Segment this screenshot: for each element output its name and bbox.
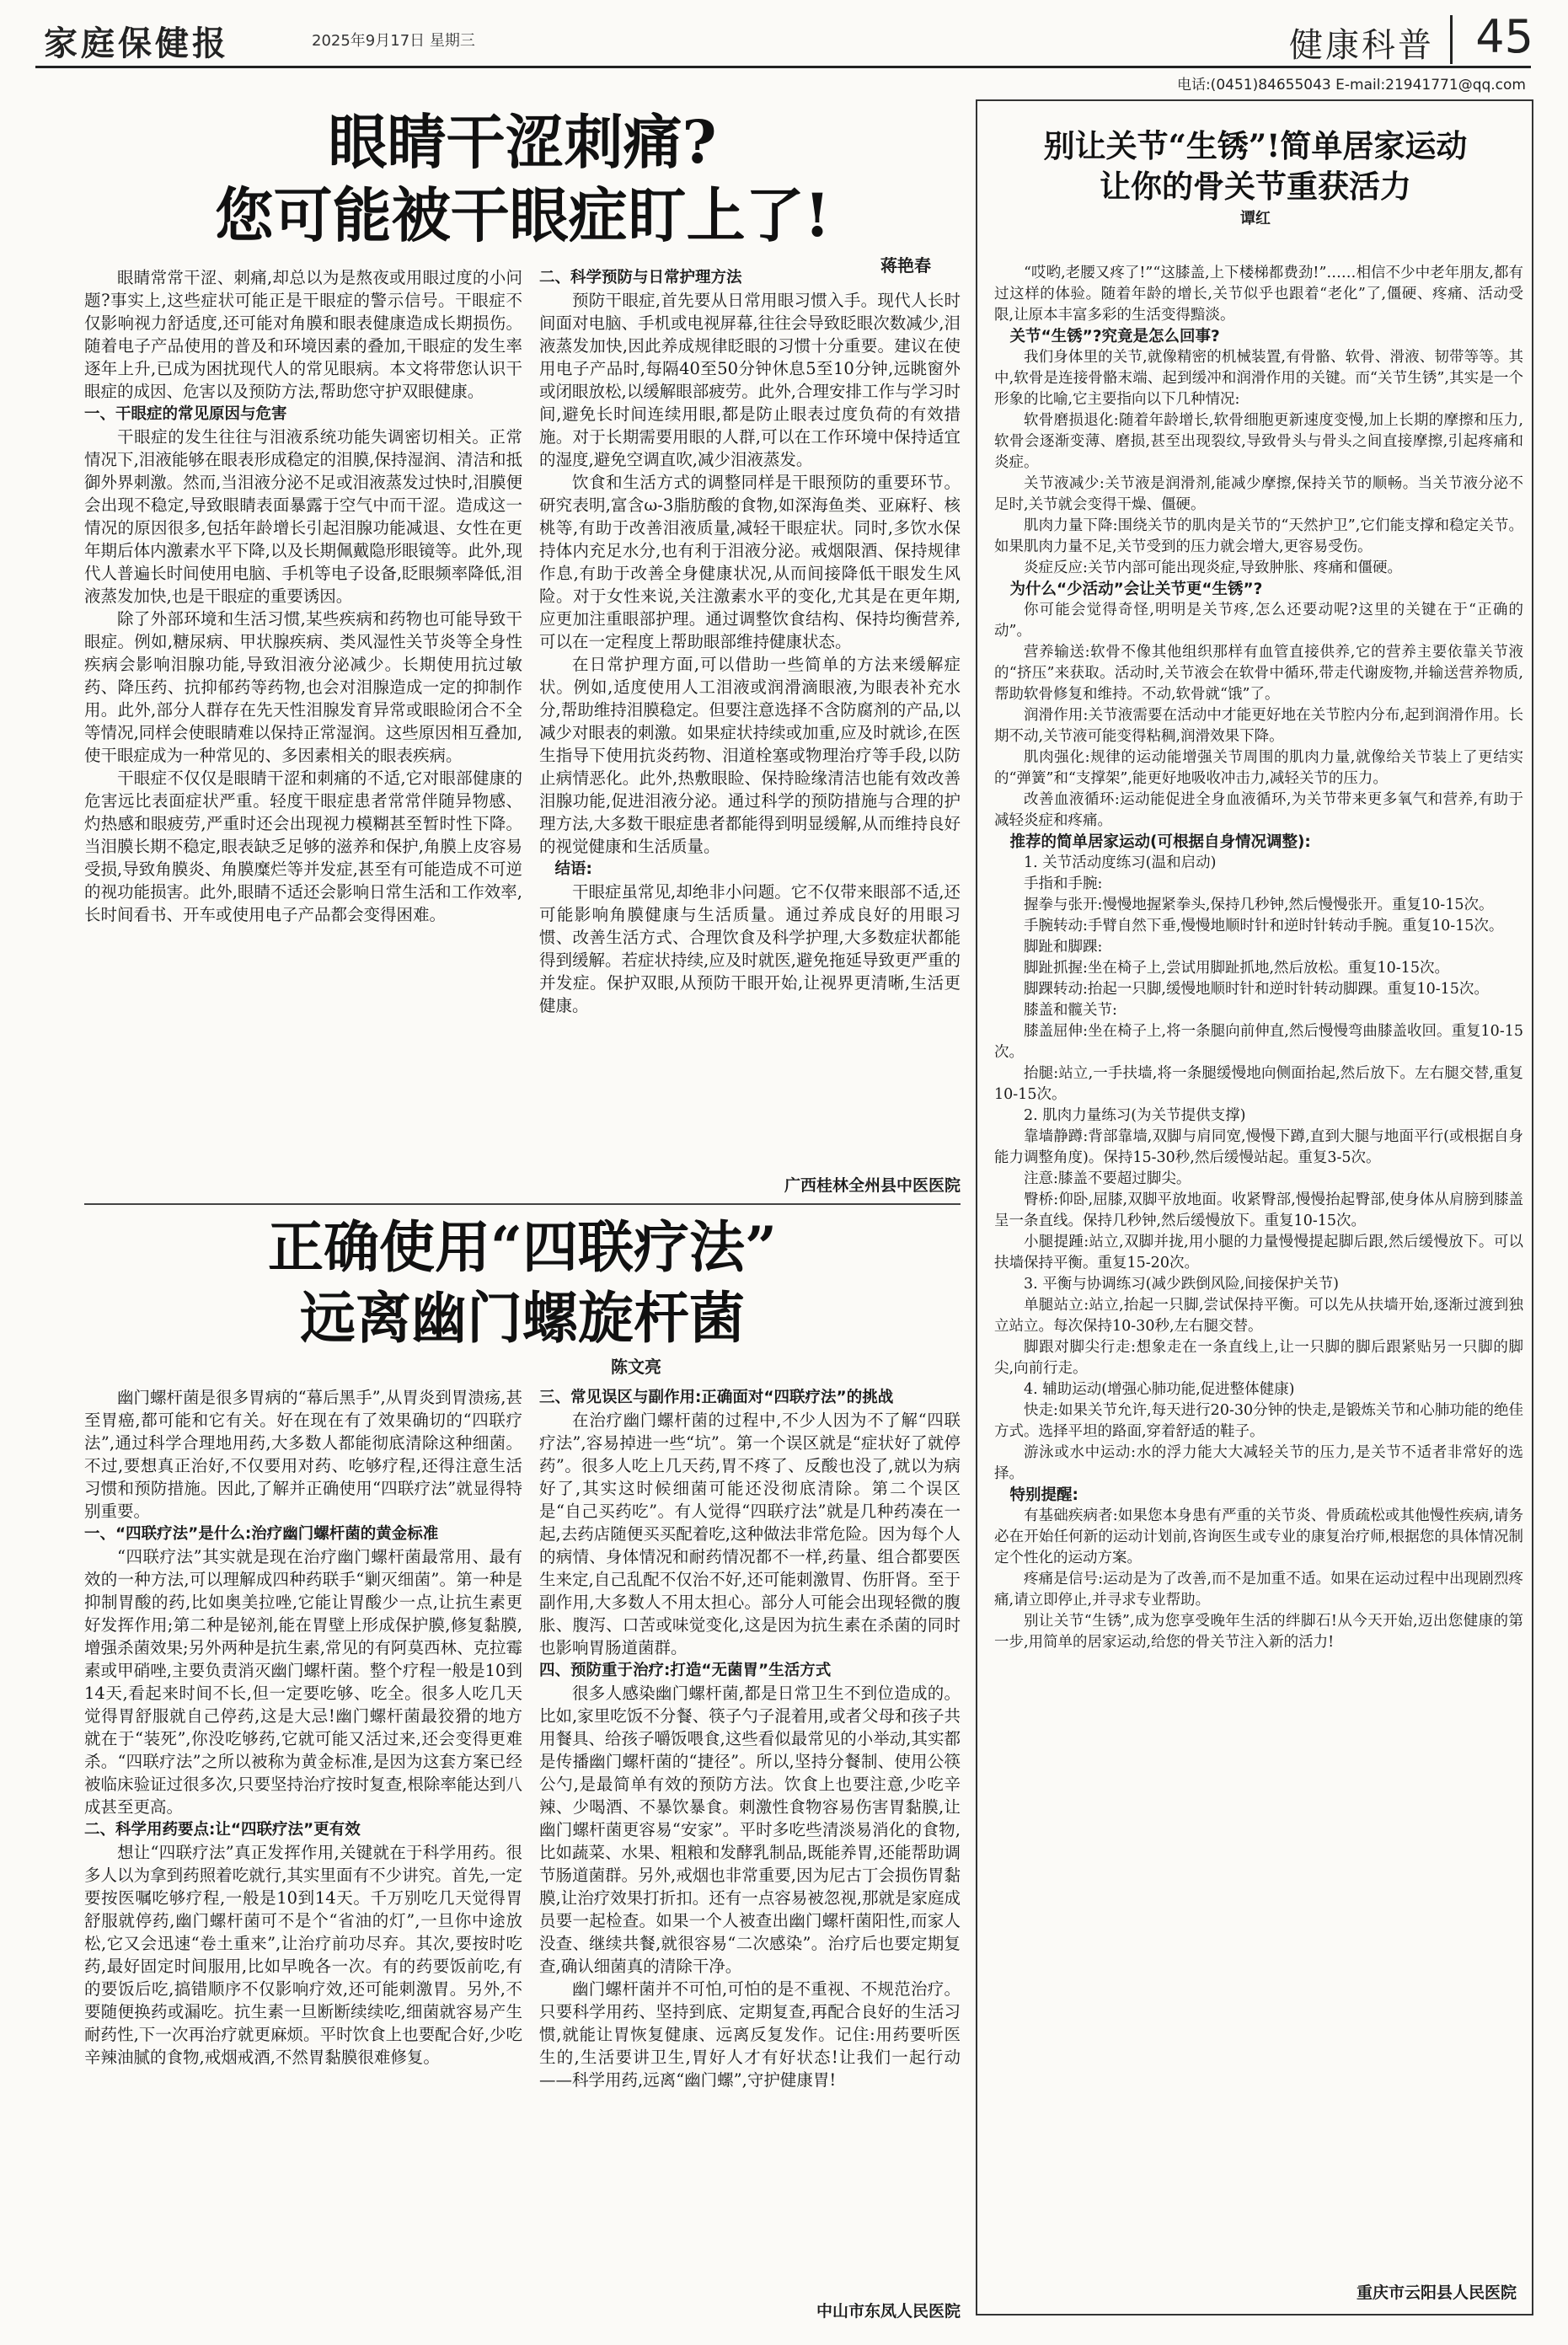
article-helicobacter-header — [80, 1215, 965, 1378]
article-dry-eye-hospital: 广西桂林全州县中医医院 — [784, 1176, 961, 1195]
section-title: 健康科普 — [1289, 26, 1434, 65]
paragraph: 膝盖和髋关节: — [1024, 1002, 1117, 1019]
article-joint-title-line1: 别让关节“生锈”!简单居家运动 — [1043, 127, 1468, 164]
article-helicobacter-column-left — [84, 1386, 522, 2296]
article-divider — [84, 1203, 961, 1205]
paragraph: 有基础疾病者:如果您本身患有严重的关节炎、骨质疏松或其他慢性疾病,请务必在开始任何新的运动计划前,咨询医生或专业的康复治疗师,根据您的具体情况制定个性化的运动方案。 — [994, 1507, 1523, 1566]
contact-info: 电话:(0451)84655043 E-mail:21941771@qq.com — [1176, 77, 1526, 94]
paragraph: 幽门螺杆菌并不可怕,可怕的是不重视、不规范治疗。只要科学用药、坚持到底、定期复查,再配合良好的生活习惯,就能让胃恢复健康、远离反复发作。记住:用药要听医生的,生活要讲卫生,胃好人才有好状态!让我们一起行动——科学用药,远离“幽门螺”,守护健康胃! — [539, 1979, 961, 2090]
paragraph: 小腿提踵:站立,双脚并拢,用小腿的力量慢慢提起脚后跟,然后缓慢放下。可以扶墙保持平衡。重复15-20次。 — [994, 1234, 1523, 1272]
paragraph: 幽门螺杆菌是很多胃病的“幕后黑手”,从胃炎到胃溃疡,甚至胃癌,都可能和它有关。好在现在有了效果确切的“四联疗法”,通过科学合理地用药,大多数人都能彻底清除这种细菌。不过,要想真正治好,不仅要用对药、吃够疗程,还得注意生活习惯和预防措施。因此,了解并正确使用“四联疗法”就显得特别重要。 — [84, 1388, 522, 1521]
paragraph: “哎哟,老腰又疼了!”“这膝盖,上下楼梯都费劲!”……相信不少中老年朋友,都有过这样的体验。随着年龄的增长,关节似乎也跟着“老化”了,僵硬、疼痛、活动受限,让原本丰富多彩的生活变得黯淡。 — [994, 265, 1523, 324]
paragraph: 注意:膝盖不要超过脚尖。 — [1024, 1170, 1191, 1187]
paragraph: 肌肉强化:规律的运动能增强关节周围的肌肉力量,就像给关节装上了更结实的“弹簧”和“支撑架”,能更好地吸收冲击力,减轻关节的压力。 — [994, 749, 1523, 787]
paragraph: 1. 关节活动度练习(温和启动) — [1024, 854, 1217, 871]
article-dry-eye-column-left — [84, 266, 522, 1168]
article-joint-column — [994, 263, 1523, 2277]
section-heading: 三、常见误区与副作用:正确面对“四联疗法”的挑战 — [539, 1389, 894, 1406]
article-dry-eye-title-line2: 您可能被干眼症盯上了! — [214, 179, 831, 250]
masthead-divider — [1450, 15, 1453, 64]
masthead — [35, 10, 1544, 65]
section-heading: 特别提醒: — [1009, 1486, 1078, 1504]
paragraph: 在治疗幽门螺杆菌的过程中,不少人因为不了解“四联疗法”,容易掉进一些“坑”。第一个误区就是“症状好了就停药”。很多人吃上几天药,胃不疼了、反酸也没了,就以为病好了,其实这时候细菌可能还没彻底清除。第二个误区是“自己买药吃”。有人觉得“四联疗法”就是几种药凑在一起,去药店随便买买配着吃,这种做法非常危险。因为每个人的病情、身体情况和耐药情况都不一样,药量、组合都要医生来定,自己乱配不仅治不好,还可能刺激胃、伤肝肾。至于副作用,大多数人不用太担心。部分人可能会出现轻微的腹胀、腹泻、口苦或味觉变化,这是因为抗生素在杀菌的同时也影响胃肠道菌群。 — [539, 1411, 961, 1657]
article-helicobacter-hospital: 中山市东凤人民医院 — [816, 2302, 961, 2321]
section-heading: 关节“生锈”?究竟是怎么回事? — [1009, 328, 1220, 345]
paragraph: 游泳或水中运动:水的浮力能大大减轻关节的压力,是关节不适者非常好的选择。 — [994, 1444, 1523, 1482]
paragraph: 眼睛常常干涩、刺痛,却总以为是熬夜或用眼过度的小问题?事实上,这些症状可能正是干眼症的警示信号。干眼症不仅影响视力舒适度,还可能对角膜和眼表健康造成长期损伤。随着电子产品使用的普及和环境因素的叠加,干眼症的发生率逐年上升,已成为困扰现代人的常见眼病。本文将带您认识干眼症的成因、危害以及预防方法,帮助您守护双眼健康。 — [84, 268, 522, 401]
masthead-rule — [35, 66, 1531, 68]
paragraph: 脚踝转动:抬起一只脚,缓慢地顺时针和逆时针转动脚踝。重复10-15次。 — [1024, 981, 1489, 998]
paragraph: 我们身体里的关节,就像精密的机械装置,有骨骼、软骨、滑液、韧带等等。其中,软骨是连接骨骼末端、起到缓冲和润滑作用的关键。而“关节生锈”,其实是一个形象的比喻,它主要指向以下几种情况: — [994, 349, 1523, 408]
paragraph: 软骨磨损退化:随着年龄增长,软骨细胞更新速度变慢,加上长期的摩擦和压力,软骨会逐渐变薄、磨损,甚至出现裂纹,导致骨头与骨头之间直接摩擦,引起疼痛和炎症。 — [994, 412, 1523, 471]
article-helicobacter-column-right — [539, 1386, 961, 2283]
article-joint-title-line2: 让你的骨关节重获活力 — [1100, 167, 1411, 205]
paragraph: 2. 肌肉力量练习(为关节提供支撑) — [1024, 1107, 1246, 1124]
section-heading: 二、科学预防与日常护理方法 — [539, 269, 742, 286]
paragraph: 快走:如果关节允许,每天进行20-30分钟的快走,是锻炼关节和心肺功能的绝佳方式。选择平坦的路面,穿着舒适的鞋子。 — [994, 1402, 1523, 1440]
paragraph: 饮食和生活方式的调整同样是干眼预防的重要环节。研究表明,富含ω-3脂肪酸的食物,如深海鱼类、亚麻籽、核桃等,有助于改善泪液质量,减轻干眼症状。同时,多饮水保持体内充足水分,也有利于泪液分泌。戒烟限酒、保持规律作息,有助于改善全身健康状况,从而间接降低干眼发生风险。对于女性来说,关注激素水平的变化,尤其是在更年期,应更加注重眼部护理。通过调整饮食结构、保持均衡营养,可以在一定程度上帮助眼部维持健康状态。 — [539, 473, 961, 651]
paragraph: 握拳与张开:慢慢地握紧拳头,保持几秒钟,然后慢慢张开。重复10-15次。 — [1024, 897, 1494, 913]
paragraph: 肌肉力量下降:围绕关节的肌肉是关节的“天然护卫”,它们能支撑和稳定关节。如果肌肉力量不足,关节受到的压力就会增大,更容易受伤。 — [994, 517, 1523, 555]
paragraph: 单腿站立:站立,抬起一只脚,尝试保持平衡。可以先从扶墙开始,逐渐过渡到独立站立。每次保持10-30秒,左右腿交替。 — [994, 1297, 1523, 1335]
paragraph: 在日常护理方面,可以借助一些简单的方法来缓解症状。例如,适度使用人工泪液或润滑滴眼液,为眼表补充水分,帮助维持泪膜稳定。但要注意选择不含防腐剂的产品,以减少对眼表的刺激。如果症状持续或加重,应及时就诊,在医生指导下使用抗炎药物、泪道栓塞或物理治疗等手段,以防止病情恶化。此外,热敷眼睑、保持睑缘清洁也能有效改善泪腺功能,促进泪液分泌。通过科学的预防措施与合理的护理方法,大多数干眼症患者都能得到明显缓解,从而维持良好的视觉健康和生活质量。 — [539, 655, 961, 856]
paragraph: 手腕转动:手臂自然下垂,慢慢地顺时针和逆时针转动手腕。重复10-15次。 — [1024, 918, 1504, 934]
article-dry-eye-author: 蒋艳春 — [880, 255, 931, 276]
paragraph: 臀桥:仰卧,屈膝,双脚平放地面。收紧臀部,慢慢抬起臀部,使身体从肩膀到膝盖呈一条直线。保持几秒钟,然后缓慢放下。重复10-15次。 — [994, 1191, 1523, 1229]
section-heading: 为什么“少活动”会让关节更“生锈”? — [1009, 581, 1263, 598]
section-heading: 结语: — [554, 860, 592, 878]
article-helicobacter-title-line1: 正确使用“四联疗法” — [268, 1214, 777, 1280]
paragraph: 4. 辅助运动(增强心肺功能,促进整体健康) — [1024, 1381, 1295, 1398]
paragraph: 抬腿:站立,一手扶墙,将一条腿缓慢地向侧面抬起,然后放下。左右腿交替,重复10-15次。 — [994, 1065, 1523, 1103]
article-joint-hospital: 重庆市云阳县人民医院 — [1356, 2283, 1517, 2302]
paragraph: 靠墙静蹲:背部靠墙,双脚与肩同宽,慢慢下蹲,直到大腿与地面平行(或根据自身能力调整角度)。保持15-30秒,然后缓慢站起。重复3-5次。 — [994, 1128, 1523, 1166]
article-helicobacter-title-line2: 远离幽门螺旋杆菌 — [300, 1284, 745, 1351]
paragraph: 预防干眼症,首先要从日常用眼习惯入手。现代人长时间面对电脑、手机或电视屏幕,往往会导致眨眼次数减少,泪液蒸发加快,因此养成规律眨眼的习惯十分重要。建议在使用电子产品时,每隔40至50分钟休息5至10分钟,远眺窗外或闭眼放松,以缓解眼部疲劳。此外,合理安排工作与学习时间,避免长时间连续用眼,都是防止眼表过度负荷的有效措施。对于长期需要用眼的人群,可以在工作环境中保持适宜的湿度,避免空调直吹,减少泪液蒸发。 — [539, 291, 961, 469]
paragraph: 改善血液循环:运动能促进全身血液循环,为关节带来更多氧气和营养,有助于减轻炎症和疼痛。 — [994, 791, 1523, 829]
paragraph: 关节液减少:关节液是润滑剂,能减少摩擦,保持关节的顺畅。当关节液分泌不足时,关节就会变得干燥、僵硬。 — [994, 475, 1523, 513]
paragraph: 除了外部环境和生活习惯,某些疾病和药物也可能导致干眼症。例如,糖尿病、甲状腺疾病、类风湿性关节炎等全身性疾病会影响泪腺功能,导致泪液分泌减少。长期使用抗过敏药、降压药、抗抑郁药等药物,也会对泪腺造成一定的抑制作用。此外,部分人群存在先天性泪腺发育异常或眼睑闭合不全等情况,同样会使眼睛难以保持正常湿润。这些原因相互叠加,使干眼症成为一种常见的、多因素相关的眼表疾病。 — [84, 609, 522, 765]
article-joint-header — [986, 128, 1525, 228]
article-dry-eye-title-line1: 眼睛干涩刺痛? — [328, 107, 717, 177]
newspaper-title: 家庭保健报 — [44, 24, 229, 63]
issue-date: 2025年9月17日 星期三 — [312, 32, 475, 50]
paragraph: 脚跟对脚尖行走:想象走在一条直线上,让一只脚的脚后跟紧贴另一只脚的脚尖,向前行走。 — [994, 1339, 1523, 1377]
paragraph: 营养输送:软骨不像其他组织那样有血管直接供养,它的营养主要依靠关节液的“挤压”来获取。活动时,关节液会在软骨中循环,带走代谢废物,并输送营养物质,帮助软骨修复和维持。不动,软骨就“饿”了。 — [994, 644, 1523, 703]
paragraph: 干眼症虽常见,却绝非小问题。它不仅带来眼部不适,还可能影响角膜健康与生活质量。通过养成良好的用眼习惯、改善生活方式、合理饮食及科学护理,大多数症状都能得到缓解。若症状持续,应及时就医,避免拖延导致更严重的并发症。保护双眼,从预防干眼开始,让视界更清晰,生活更健康。 — [539, 882, 961, 1015]
paragraph: 疼痛是信号:运动是为了改善,而不是加重不适。如果在运动过程中出现剧烈疼痛,请立即停止,并寻求专业帮助。 — [994, 1571, 1523, 1609]
article-dry-eye-column-right — [539, 266, 961, 1159]
section-heading: 二、科学用药要点:让“四联疗法”更有效 — [84, 1821, 361, 1839]
paragraph: 3. 平衡与协调练习(减少跌倒风险,间接保护关节) — [1024, 1276, 1339, 1293]
paragraph: 炎症反应:关节内部可能出现炎症,导致肿胀、疼痛和僵硬。 — [1024, 559, 1402, 576]
paragraph: 脚趾和脚踝: — [1024, 939, 1103, 956]
page-number: 45 — [1475, 10, 1533, 63]
section-heading: 一、干眼症的常见原因与危害 — [84, 405, 287, 423]
paragraph: 很多人感染幽门螺杆菌,都是日常卫生不到位造成的。比如,家里吃饭不分餐、筷子勺子混着用,或者父母和孩子共用餐具、给孩子嚼饭喂食,这些看似最常见的小举动,其实都是传播幽门螺杆菌的“捷径”。所以,坚持分餐制、使用公筷公勺,是最简单有效的预防方法。饮食上也要注意,少吃辛辣、少喝酒、不暴饮暴食。刺激性食物容易伤害胃黏膜,让幽门螺杆菌更容易“安家”。平时多吃些清淡易消化的食物,比如蔬菜、水果、粗粮和发酵乳制品,既能养胃,还能帮助调节肠道菌群。另外,戒烟也非常重要,因为尼古丁会损伤胃黏膜,让治疗效果打折扣。还有一点容易被忽视,那就是家庭成员要一起检查。如果一个人被查出幽门螺杆菌阳性,而家人没查、继续共餐,就很容易“二次感染”。治疗后也要定期复查,确认细菌真的清除干净。 — [539, 1684, 961, 1976]
paragraph: 膝盖屈伸:坐在椅子上,将一条腿向前伸直,然后慢慢弯曲膝盖收回。重复10-15次。 — [994, 1023, 1523, 1061]
section-heading: 推荐的简单居家运动(可根据自身情况调整): — [1009, 833, 1311, 851]
paragraph: 别让关节“生锈”,成为您享受晚年生活的绊脚石!从今天开始,迈出您健康的第一步,用简单的居家运动,给您的骨关节注入新的活力! — [994, 1613, 1523, 1651]
article-joint-author: 谭红 — [1240, 210, 1271, 228]
article-dry-eye-header — [80, 108, 965, 276]
paragraph: “四联疗法”其实就是现在治疗幽门螺杆菌最常用、最有效的一种方法,可以理解成四种药联手“剿灭细菌”。第一种是抑制胃酸的药,比如奥美拉唑,它能让胃酸少一点,让抗生素更好发挥作用;第二种是铋剂,能在胃壁上形成保护膜,修复黏膜,增强杀菌效果;另外两种是抗生素,常见的有阿莫西林、克拉霉素或甲硝唑,主要负责消灭幽门螺杆菌。整个疗程一般是10到14天,看起来时间不长,但一定要吃够、吃全。很多人吃几天觉得胃舒服就自己停药,这是大忌!幽门螺杆菌最狡猾的地方就在于“装死”,你没吃够药,它就可能又活过来,还会变得更难杀。“四联疗法”之所以被称为黄金标准,是因为这套方案已经被临床验证过很多次,只要坚持治疗按时复查,根除率能达到八成甚至更高。 — [84, 1547, 522, 1817]
section-heading: 四、预防重于治疗:打造“无菌胃”生活方式 — [539, 1662, 832, 1679]
paragraph: 干眼症不仅仅是眼睛干涩和刺痛的不适,它对眼部健康的危害远比表面症状严重。轻度干眼症患者常常伴随异物感、灼热感和眼疲劳,严重时还会出现视力模糊甚至暂时性下降。当泪膜长期不稳定,眼表缺乏足够的滋养和保护,角膜上皮容易受损,导致角膜炎、角膜糜烂等并发症,甚至有可能造成不可逆的视功能损害。此外,眼睛不适还会影响日常生活和工作效率,长时间看书、开车或使用电子产品都会变得困难。 — [84, 768, 522, 924]
paragraph: 干眼症的发生往往与泪液系统功能失调密切相关。正常情况下,泪液能够在眼表形成稳定的泪膜,保持湿润、清洁和抵御外界刺激。然而,当泪液分泌不足或泪液蒸发过快时,泪膜便会出现不稳定,导致眼睛表面暴露于空气中而干涩。造成这一情况的原因很多,包括年龄增长引起泪腺功能减退、女性在更年期后体内激素水平下降,以及长期佩戴隐形眼镜等。此外,现代人普遍长时间使用电脑、手机等电子设备,眨眼频率降低,泪液蒸发加快,也是干眼症的重要诱因。 — [84, 427, 522, 606]
paragraph: 润滑作用:关节液需要在活动中才能更好地在关节腔内分布,起到润滑作用。长期不动,关节液可能变得粘稠,润滑效果下降。 — [994, 707, 1523, 745]
paragraph: 想让“四联疗法”真正发挥作用,关键就在于科学用药。很多人以为拿到药照着吃就行,其实里面有不少讲究。首先,一定要按医嘱吃够疗程,一般是10到14天。千万别吃几天觉得胃舒服就停药,幽门螺杆菌可不是个“省油的灯”,一旦你中途放松,它又会迅速“卷土重来”,让治疗前功尽弃。其次,要按时吃药,最好固定时间服用,比如早晚各一次。有的药要饭前吃,有的要饭后吃,搞错顺序不仅影响疗效,还可能刺激胃。另外,不要随便换药或漏吃。抗生素一旦断断续续吃,细菌就容易产生耐药性,下一次再治疗就更麻烦。平时饮食上也要配合好,少吃辛辣油腻的食物,戒烟戒酒,不然胃黏膜很难修复。 — [84, 1843, 522, 2067]
paragraph: 脚趾抓握:坐在椅子上,尝试用脚趾抓地,然后放松。重复10-15次。 — [1024, 960, 1449, 977]
section-heading: 一、“四联疗法”是什么:治疗幽门螺杆菌的黄金标准 — [84, 1525, 439, 1543]
paragraph: 手指和手腕: — [1024, 875, 1103, 892]
paragraph: 你可能会觉得奇怪,明明是关节疼,怎么还要动呢?这里的关键在于“正确的动”。 — [994, 602, 1523, 640]
article-helicobacter-author: 陈文亮 — [611, 1356, 661, 1377]
